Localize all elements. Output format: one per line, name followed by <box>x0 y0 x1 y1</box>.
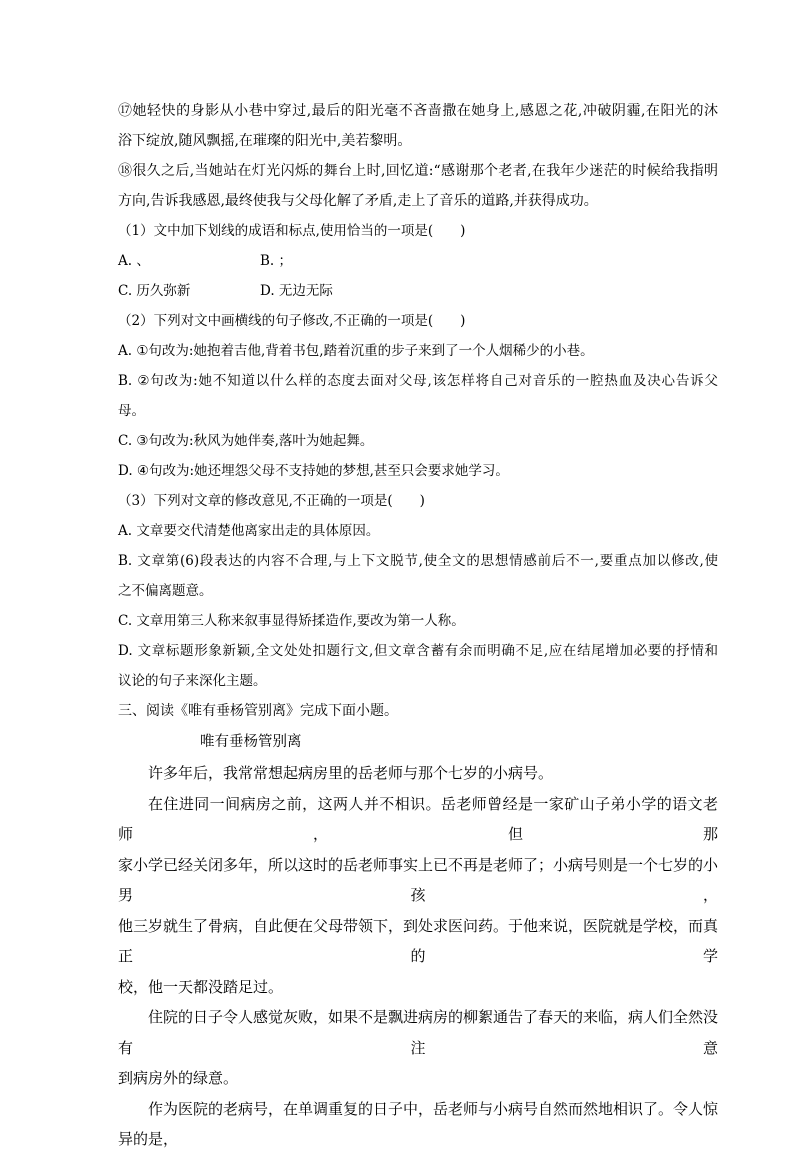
article-p3-line2: 到病房外的绿意。 <box>118 1069 239 1087</box>
question-2-option-c: C. ③句改为:秋风为她伴奏,落叶为她起舞。 <box>118 433 374 449</box>
article-p2-line2: 家小学已经关闭多年，所以这时的岳老师事实上已不再是老师了；小病号则是一个七岁的小男孩， <box>118 855 719 904</box>
passage-p17-line1: ⑰她轻快的身影从小巷中穿过,最后的阳光毫不吝啬撒在她身上,感恩之花,冲破阴霾,在阳光的沐 <box>118 103 718 119</box>
question-2-option-a: A. ①句改为:她抱着吉他,背着书包,踏着沉重的步子来到了一个人烟稀少的小巷。 <box>118 343 594 359</box>
question-3-option-b-line1: B. 文章第(6)段表达的内容不合理,与上下文脱节,使全文的思想情感前后不一,要重点加以修改,使 <box>118 553 718 569</box>
passage-p18-line2: 方向,告诉我感恩,最终使我与父母化解了矛盾,走上了音乐的道路,并获得成功。 <box>118 193 598 209</box>
article-p2-line3: 他三岁就生了骨病，自此便在父母带领下，到处求医问药。于他来说，医院就是学校，而真正的学 <box>118 916 719 965</box>
article-p2-line1: 在住进同一间病房之前，这两人并不相识。岳老师曾经是一家矿山子弟小学的语文老师，但那 <box>118 794 718 843</box>
article-title: 唯有垂杨管别离 <box>200 734 302 750</box>
passage-p18-line1: ⑱很久之后,当她站在灯光闪烁的舞台上时,回忆道:“感谢那个老者,在我年少迷茫的时候给我指明 <box>118 163 718 179</box>
article-paragraph-1: 许多年后，我常常想起病房里的岳老师与那个七岁的小病号。 <box>148 764 554 782</box>
article-p2-line4: 校，他一天都没踏足过。 <box>118 977 284 996</box>
question-3-option-d-line2: 议论的句子来深化主题。 <box>118 673 267 689</box>
article-paragraph-3 <box>118 1002 718 1094</box>
question-3-option-a: A. 文章要交代清楚他离家出走的具体原因。 <box>118 523 380 539</box>
article-paragraph-2 <box>118 789 718 1003</box>
question-1-option-d: D. 无边无际 <box>260 283 333 299</box>
question-2-option-d: D. ④句改为:她还埋怨父母不支持她的梦想,甚至只会要求她学习。 <box>118 463 509 479</box>
question-3-option-c: C. 文章用第三人称来叙事显得矫揉造作,要改为第一人称。 <box>118 613 465 629</box>
question-1-stem: （1）文中加下划线的成语和标点,使用恰当的一项是( ) <box>118 223 466 239</box>
question-1-option-b: B. ； <box>260 253 293 269</box>
question-2-option-b-line2: 母。 <box>118 403 145 419</box>
question-1-options-row2 <box>118 276 718 306</box>
document-content <box>118 96 718 1155</box>
question-1-options-row1 <box>118 246 718 276</box>
question-1-option-a: A. 、 <box>118 253 150 269</box>
question-2-option-b-line1: B. ②句改为:她不知道以什么样的态度去面对父母,该怎样将自己对音乐的一腔热血及决心告诉父 <box>118 373 718 389</box>
question-1-option-c: C. 历久弥新 <box>118 283 191 299</box>
question-2-stem: （2）下列对文中画横线的句子修改,不正确的一项是( ) <box>118 313 466 329</box>
question-3-option-d-line1: D. 文章标题形象新颖,全文处处扣题行文,但文章含蓄有余而明确不足,应在结尾增加必要的抒情和 <box>118 643 718 659</box>
passage-p17-line2: 浴下绽放,随风飘摇,在璀璨的阳光中,美若黎明。 <box>118 133 412 149</box>
section-3-heading: 三、阅读《唯有垂杨管别离》完成下面小题。 <box>118 703 398 719</box>
question-3-option-b-line2: 之不偏离题意。 <box>118 583 213 599</box>
article-p3-line1: 住院的日子令人感觉灰败，如果不是飘进病房的柳絮通告了春天的来临，病人们全然没有注意 <box>118 1008 719 1057</box>
article-paragraph-4: 作为医院的老病号，在单调重复的日子中，岳老师与小病号自然而然地相识了。令人惊异的是， <box>118 1099 719 1148</box>
question-3-stem: （3）下列对文章的修改意见,不正确的一项是( ) <box>118 493 425 509</box>
